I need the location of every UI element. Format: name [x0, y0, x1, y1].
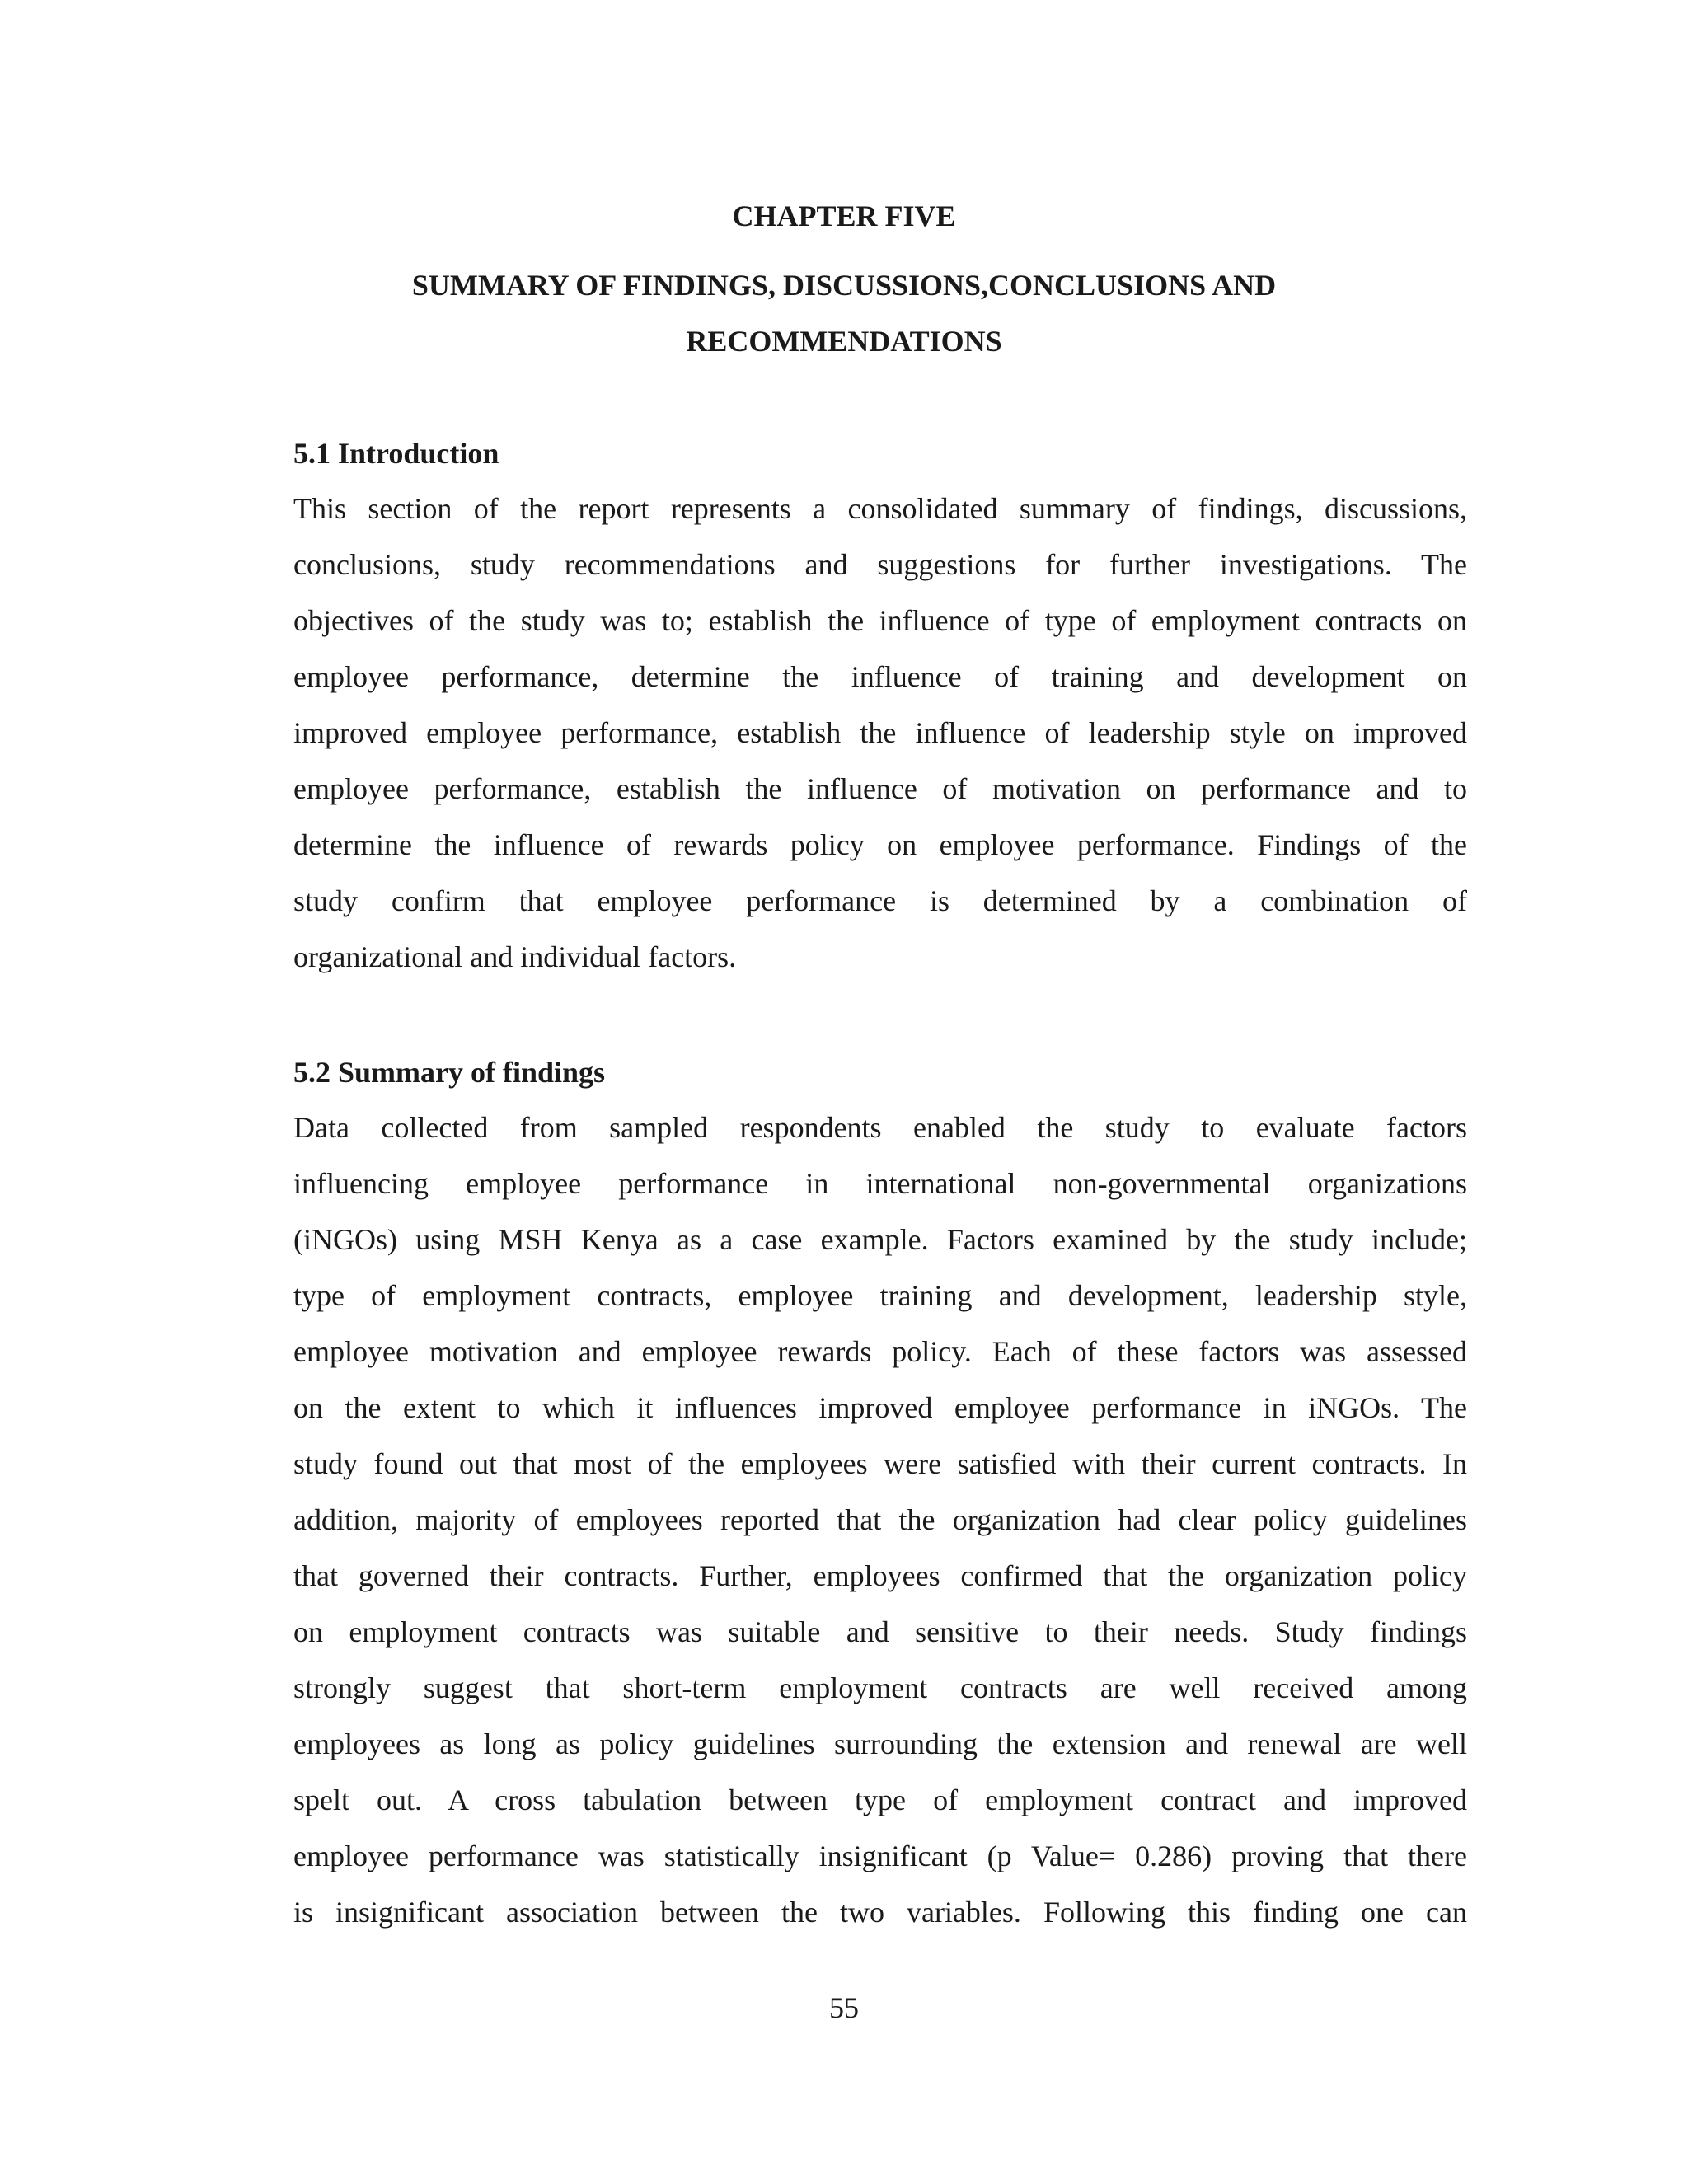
paragraph-line: on employment contracts was suitable and sensitive to their needs. Study findings — [293, 1615, 1467, 1648]
paragraph-line: type of employment contracts, employee training and development, leadership style, — [293, 1279, 1467, 1312]
paragraph-line: that governed their contracts. Further, employees confirmed that the organization policy — [293, 1559, 1467, 1592]
paragraph-line: employee performance was statistically insignificant (p Value= 0.286) proving that there — [293, 1840, 1467, 1872]
chapter-title-line-2: RECOMMENDATIONS — [686, 325, 1002, 358]
paragraph-line: on the extent to which it influences improved employee performance in iNGOs. The — [293, 1391, 1467, 1424]
paragraph-line: employee performance, determine the influence of training and development on — [293, 660, 1467, 693]
paragraph-line: employees as long as policy guidelines surrounding the extension and renewal are well — [293, 1727, 1467, 1760]
page-number: 55 — [829, 1991, 859, 2024]
summary-paragraph — [293, 1099, 1467, 1940]
paragraph-line: employee performance, establish the influence of motivation on performance and to — [293, 772, 1467, 805]
chapter-title-line-1: SUMMARY OF FINDINGS, DISCUSSIONS,CONCLUSIONS AND — [411, 269, 1277, 302]
paragraph-line: (iNGOs) using MSH Kenya as a case example. Factors examined by the study include; — [293, 1223, 1467, 1256]
introduction-paragraph — [293, 480, 1467, 985]
paragraph-line: This section of the report represents a consolidated summary of findings, discussions, — [293, 492, 1467, 525]
paragraph-line: organizational and individual factors. — [293, 940, 737, 973]
paragraph-line: is insignificant association between the two variables. Following this finding one can — [293, 1896, 1467, 1929]
paragraph-line: Data collected from sampled respondents enabled the study to evaluate factors — [293, 1111, 1467, 1144]
section-heading-introduction: 5.1 Introduction — [293, 437, 499, 470]
paragraph-line: determine the influence of rewards policy on employee performance. Findings of the — [293, 828, 1467, 861]
paragraph-line: conclusions, study recommendations and suggestions for further investigations. The — [293, 548, 1467, 581]
paragraph-line: improved employee performance, establish the influence of leadership style on improved — [293, 716, 1467, 749]
paragraph-line: influencing employee performance in international non-governmental organizations — [293, 1167, 1467, 1200]
section-heading-summary-of-findings: 5.2 Summary of findings — [293, 1056, 606, 1089]
paragraph-line: study found out that most of the employees were satisfied with their current contracts. In — [293, 1447, 1467, 1480]
paragraph-line: spelt out. A cross tabulation between type of employment contract and improved — [293, 1783, 1467, 1816]
paragraph-line: employee motivation and employee rewards policy. Each of these factors was assessed — [293, 1335, 1467, 1368]
chapter-number: CHAPTER FIVE — [732, 199, 956, 232]
paragraph-line: addition, majority of employees reported that the organization had clear policy guidelines — [293, 1503, 1467, 1536]
paragraph-line: strongly suggest that short-term employment contracts are well received among — [293, 1671, 1467, 1704]
paragraph-line: objectives of the study was to; establish the influence of type of employment contracts on — [293, 604, 1467, 637]
paragraph-line: study confirm that employee performance is determined by a combination of — [293, 884, 1467, 917]
